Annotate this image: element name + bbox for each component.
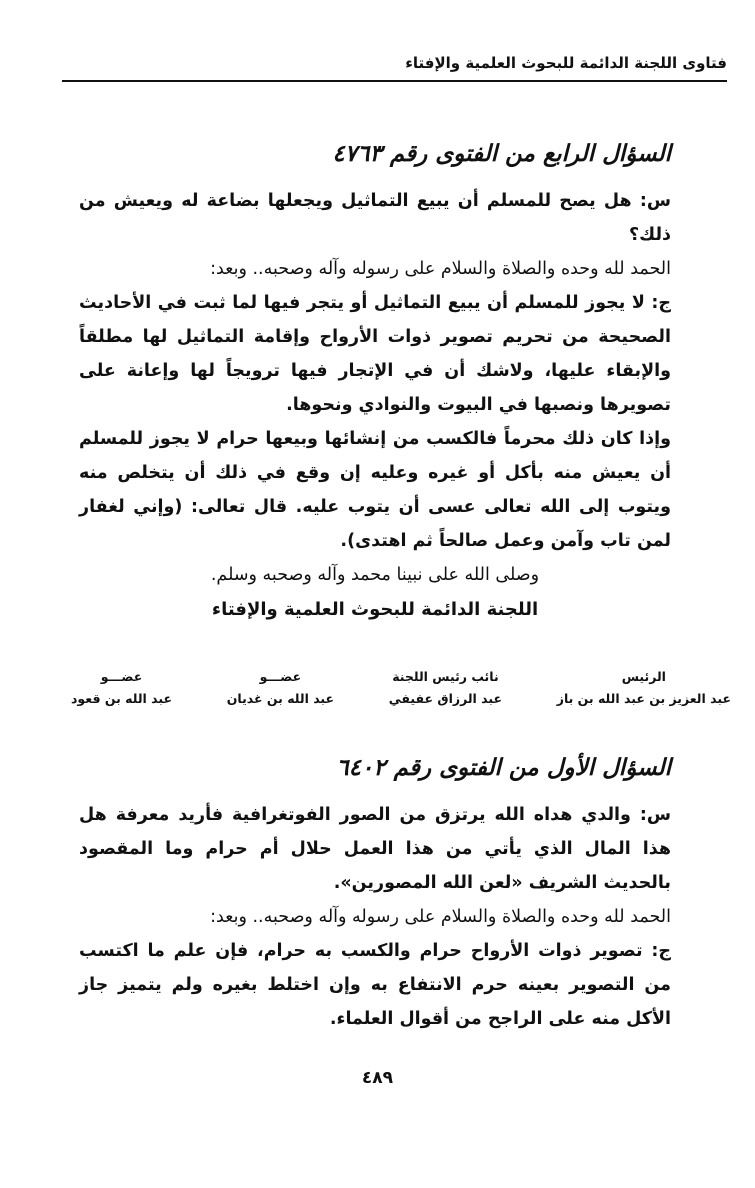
signature-name: عبد العزيز بن عبد الله بن باز — [556, 691, 731, 706]
fatwa-6402-answer: ج: تصوير ذوات الأرواح حرام والكسب به حرام، فإن علم ما اكتسب من التصوير بعينه حرم الانتفاع به وإن اختلط بغيره ولم يتميز جاز الأكل منه على الراجح من أقوال العلماء. — [79, 941, 671, 1029]
signature-name: عبد الله بن قعود — [71, 691, 173, 706]
fatwa-4763-committee: اللجنة الدائمة للبحوث العلمية والإفتاء — [211, 599, 539, 620]
fatwa-4763-answer: ج: لا يجوز للمسلم أن يبيع التماثيل أو يتجر فيها لما ثبت في الأحاديث الصحيحة من تحريم تصوير ذوات الأرواح وإقامة التماثيل لها مطلقاً والإبقاء عليها، ولاشك أن في الإتجار فيها ترويجاً لها وإعانة على تصويرها ونصبها في البيوت والنوادي ونحوها. — [79, 293, 671, 415]
fatwa-4763-question: س: هل يصح للمسلم أن يبيع التماثيل ويجعلها بضاعة له ويعيش من ذلك؟ — [79, 191, 671, 245]
signature-block — [71, 666, 731, 710]
page-number: ٤٨٩ — [361, 1068, 394, 1088]
fatwa-6402-heading: السؤال الأول من الفتوى رقم ٦٤٠٢ — [336, 754, 671, 781]
signature-role: عضـــو — [259, 669, 302, 684]
signature-role: نائب رئيس اللجنة — [392, 669, 499, 684]
signature-member-1 — [227, 666, 334, 710]
signature-president — [557, 666, 731, 710]
page-body — [71, 130, 731, 1036]
running-header-title: فتاوى اللجنة الدائمة للبحوث العلمية والإفتاء — [399, 54, 727, 72]
fatwa-6402-praise: الحمد لله وحده والصلاة والسلام على رسوله وآله وصحبه.. وبعد: — [210, 907, 671, 927]
running-header — [62, 54, 727, 82]
signature-vice-president — [389, 666, 502, 710]
signature-role: عضـــو — [100, 669, 143, 684]
fatwa-4763-closing-prayer: وصلى الله على نبينا محمد وآله وصحبه وسلم. — [210, 565, 540, 585]
signature-member-2 — [71, 666, 172, 710]
signature-name: عبد الله بن غديان — [226, 691, 335, 706]
fatwa-6402-question: س: والدي هداه الله يرتزق من الصور الفوتغرافية فأريد معرفة هل هذا المال الذي يأتي من هذا العمل حلال أم حرام وما المقصود بالحديث الشريف «لعن الله المصورين». — [79, 805, 671, 893]
signature-role: الرئيس — [621, 669, 666, 684]
fatwa-4763-heading: السؤال الرابع من الفتوى رقم ٤٧٦٣ — [332, 140, 671, 167]
fatwa-4763-praise: الحمد لله وحده والصلاة والسلام على رسوله وآله وصحبه.. وبعد: — [210, 259, 671, 279]
fatwa-4763-continuation: وإذا كان ذلك محرماً فالكسب من إنشائها وبيعها حرام لا يجوز للمسلم أن يعيش منه بأكل أو غيره وعليه إن وقع في ذلك أن يتخلص منه ويتوب إلى الله تعالى عسى أن يتوب عليه. قال تعالى: (وإني لغفار لمن تاب وآمن وعمل صالحاً ثم اهتدى). — [79, 429, 671, 551]
signature-name: عبد الرزاق عفيفي — [388, 691, 503, 706]
